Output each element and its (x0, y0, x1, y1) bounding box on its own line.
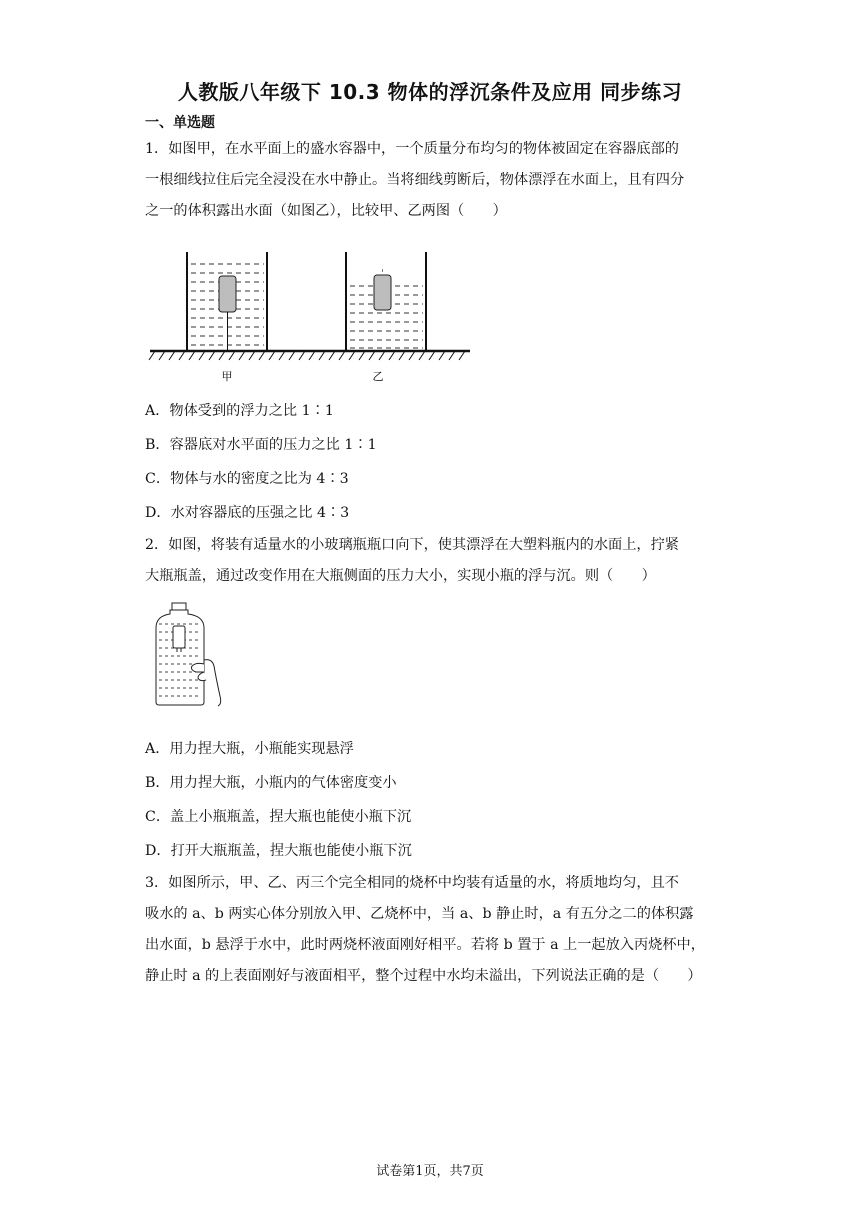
question-1-line: 之一的体积露出水面（如图乙），比较甲、乙两图（ ） (145, 203, 507, 219)
question-3-line: 出水面，b 悬浮于水中，此时两烧杯液面刚好相平。若将 b 置于 a 上一起放入丙烧杯中， (145, 937, 705, 953)
question-1-figure (145, 248, 475, 388)
question-2-bottle-figure (152, 602, 227, 707)
question-1-option-d: D．水对容器底的压强之比 4∶3 (145, 505, 350, 521)
container-jia (187, 252, 267, 351)
question-2-stem (145, 530, 715, 592)
figure-label-jia: 甲 (221, 370, 233, 383)
figure-label-yi: 乙 (372, 370, 384, 383)
question-3-line: 静止时 a 的上表面刚好与液面相平，整个过程中水均未溢出，下列说法正确的是（ ） (145, 968, 702, 984)
question-1-option-a: A．物体受到的浮力之比 1∶1 (145, 403, 334, 419)
question-1-line: 一根细线拉住后完全浸没在水中静止。当将细线剪断后，物体漂浮在水面上，且有四分 (145, 172, 685, 188)
page-footer: 试卷第1页，共7页 (376, 1164, 484, 1179)
question-3-line: 吸水的 a、b 两实心体分别放入甲、乙烧杯中，当 a、b 静止时，a 有五分之二的体积露 (145, 906, 694, 922)
question-1-line: 1．如图甲，在水平面上的盛水容器中，一个质量分布均匀的物体被固定在容器底部的 (145, 141, 679, 157)
question-1-stem (145, 134, 715, 227)
question-1-option-c: C．物体与水的密度之比为 4∶3 (145, 471, 349, 487)
question-2-option-b: B．用力捏大瓶，小瓶内的气体密度变小 (145, 775, 397, 791)
question-3-stem (145, 868, 715, 992)
question-2-line: 大瓶瓶盖，通过改变作用在大瓶侧面的压力大小，实现小瓶的浮与沉。则（ ） (145, 568, 656, 584)
question-2-option-c: C．盖上小瓶瓶盖，捏大瓶也能使小瓶下沉 (145, 809, 412, 825)
question-1-option-b: B．容器底对水平面的压力之比 1∶1 (145, 437, 377, 453)
question-2-option-d: D．打开大瓶瓶盖，捏大瓶也能使小瓶下沉 (145, 843, 412, 859)
page-title: 人教版八年级下 10.3 物体的浮沉条件及应用 同步练习 (177, 80, 683, 104)
section-heading: 一、单选题 (145, 115, 215, 131)
question-2-line: 2．如图，将装有适量水的小玻璃瓶瓶口向下，使其漂浮在大塑料瓶内的水面上，拧紧 (145, 537, 679, 553)
container-yi (346, 252, 426, 351)
question-3-line: 3．如图所示，甲、乙、丙三个完全相同的烧杯中均装有适量的水，将质地均匀，且不 (145, 875, 679, 891)
question-2-option-a: A．用力捏大瓶，小瓶能实现悬浮 (145, 741, 354, 757)
